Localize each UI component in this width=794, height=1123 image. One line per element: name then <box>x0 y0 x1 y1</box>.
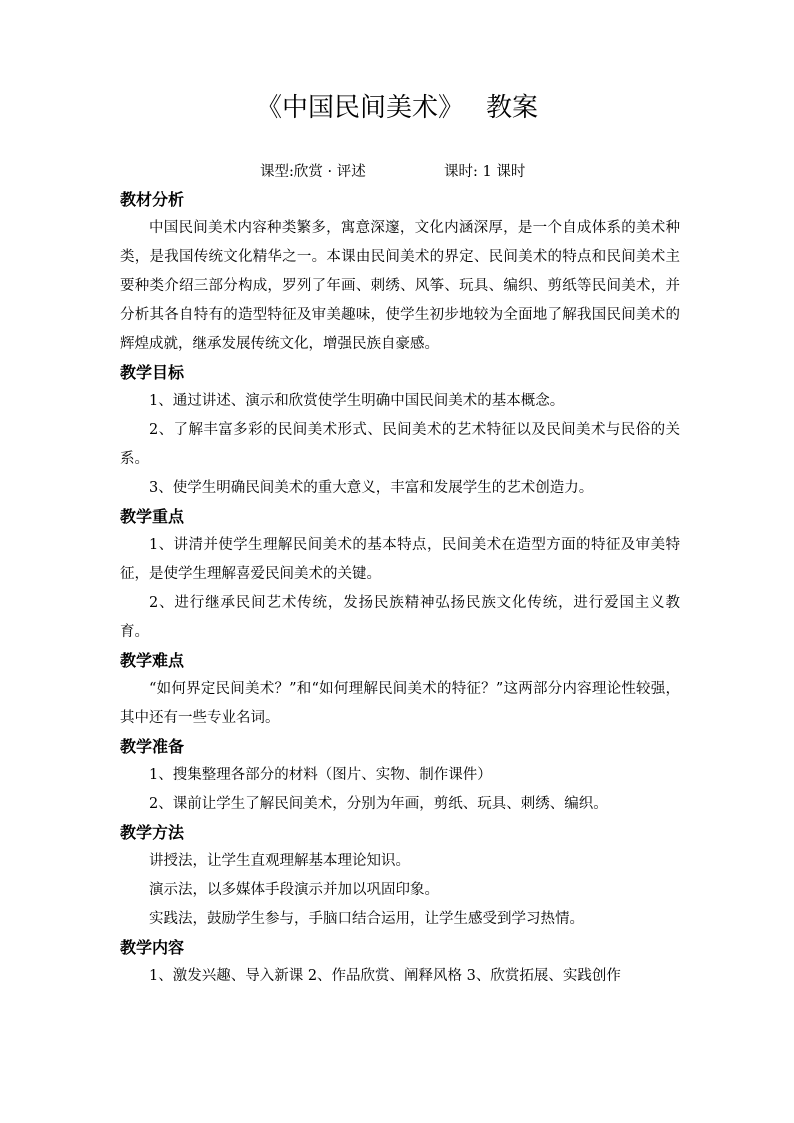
key-points-item-1: 1、讲清并使学生理解民间美术的基本特点，民间美术在造型方面的特征及审美特征，是使学生理解喜爱民间美术的关键。 <box>120 537 680 582</box>
document-body <box>120 186 680 991</box>
content-item-1: 1、激发兴趣、导入新课 2、作品欣赏、阐释风格 3、欣赏拓展、实践创作 <box>149 968 621 984</box>
title-main: 《中国民间美术》 <box>255 93 464 123</box>
preparation-item-2: 2、课前让学生了解民间美术，分别为年画，剪纸、玩具、刺绣、编织。 <box>149 796 608 812</box>
document-title <box>0 86 794 130</box>
methods-item-3: 实践法，鼓励学生参与，手脑口结合运用，让学生感受到学习热情。 <box>149 911 584 927</box>
analysis-paragraph: 中国民间美术内容种类繁多，寓意深邃，文化内涵深厚，是一个自成体系的美术种类，是我国传统文化精华之一。本课由民间美术的界定、民间美术的特点和民间美术主要种类介绍三部分构成，罗列了年画、刺绣、风筝、玩具、编织、剪纸等民间美术，并分析其各自特有的造型特征及审美趣味，使学生初步地较为全面地了解我国民间美术的辉煌成就，继承发展传统文化，增强民族自豪感。 <box>120 220 680 352</box>
heading-difficulties: 教学难点 <box>120 651 185 670</box>
key-points-item-2: 2、进行继承民间艺术传统，发扬民族精神弘扬民族文化传统，进行爱国主义教育。 <box>120 595 680 640</box>
course-type: 课型:欣赏 · 评述 <box>260 164 366 180</box>
course-meta <box>0 160 794 184</box>
heading-analysis: 教材分析 <box>120 190 185 209</box>
heading-preparation: 教学准备 <box>120 737 185 756</box>
goals-item-2: 2、了解丰富多彩的民间美术形式、民间美术的艺术特征以及民间美术与民俗的关系。 <box>120 422 680 467</box>
methods-item-2: 演示法，以多媒体手段演示并加以巩固印象。 <box>149 882 439 898</box>
heading-key-points: 教学重点 <box>120 507 185 526</box>
goals-item-1: 1、通过讲述、演示和欣赏使学生明确中国民间美术的基本概念。 <box>149 393 565 409</box>
goals-item-3: 3、使学生明确民间美术的重大意义，丰富和发展学生的艺术创造力。 <box>149 480 594 496</box>
heading-content: 教学内容 <box>120 938 185 957</box>
title-suffix: 教案 <box>486 93 539 123</box>
heading-goals: 教学目标 <box>120 363 185 382</box>
preparation-item-1: 1、搜集整理各部分的材料（图片、实物、制作课件） <box>149 767 492 783</box>
heading-methods: 教学方法 <box>120 823 185 842</box>
methods-item-1: 讲授法，让学生直观理解基本理论知识。 <box>149 853 410 869</box>
course-hours: 课时: 1 课时 <box>444 164 526 180</box>
difficulties-paragraph: “如何界定民间美术？”和“如何理解民间美术的特征？”这两部分内容理论性较强，其中还有一些专业名词。 <box>120 681 680 726</box>
